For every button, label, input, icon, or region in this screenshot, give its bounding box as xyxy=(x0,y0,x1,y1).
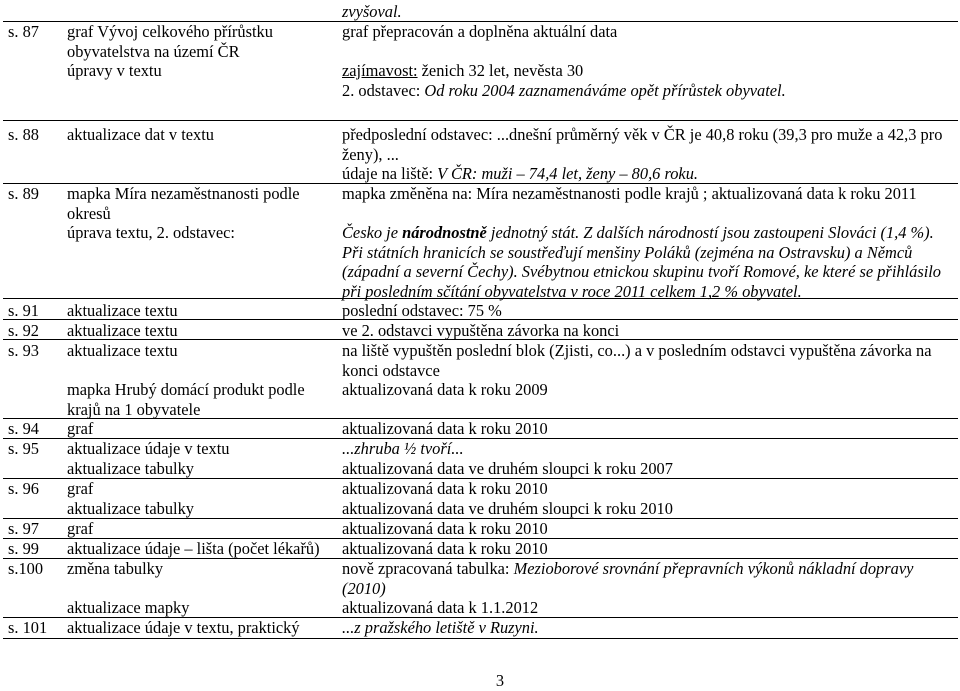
page-ref-cell: s. 97 xyxy=(8,519,39,538)
change-description-cell xyxy=(342,559,954,598)
page-ref-cell: s. 94 xyxy=(8,419,39,438)
text-segment: 2. odstavec: xyxy=(342,81,425,100)
change-description-cell xyxy=(342,419,954,439)
text-segment: aktualizovaná data k roku 2010 xyxy=(342,479,548,498)
change-description-cell xyxy=(342,479,954,499)
change-description-cell xyxy=(342,321,954,341)
change-description-cell xyxy=(342,164,954,184)
change-description-cell xyxy=(342,22,954,42)
page-number: 3 xyxy=(495,671,505,690)
row-divider xyxy=(3,120,958,121)
change-description-cell xyxy=(342,459,954,479)
text-segment: jednotný stát. Z dalších národností jsou zastoupeni Slováci (1,4 %). Při státních hranicích se soustřeďují menšiny Poláků (zejména na Ostravsku) a Němců (západní a severní Čechy). Svébytnou etnickou skupinu tvoří Romové, ke které se přihlásilo při posledním sčítání obyvatelstva v roce 2011 celkem 1,2 % obyvatel. xyxy=(342,223,941,301)
text-segment: aktualizovaná data k roku 2010 xyxy=(342,519,548,538)
text-segment: Mezioborové srovnání přepravních výkonů nákladní dopravy (2010) xyxy=(342,559,914,598)
page-ref-cell: s. 96 xyxy=(8,479,39,498)
text-segment: ...zhruba ½ tvoří... xyxy=(342,439,464,458)
change-description-cell xyxy=(342,61,954,81)
change-item-cell: aktualizace dat v textu xyxy=(67,125,214,144)
text-segment: údaje na liště: xyxy=(342,164,438,183)
page-ref-cell: s. 101 xyxy=(8,618,48,637)
text-segment: ženich 32 let, nevěsta 30 xyxy=(417,61,584,80)
change-item-cell: mapka Hrubý domácí produkt podle krajů na 1 obyvatele xyxy=(67,380,305,419)
text-segment: aktualizovaná data k roku 2009 xyxy=(342,380,548,399)
change-description-cell xyxy=(342,301,954,321)
change-description-cell xyxy=(342,439,954,459)
change-item-cell: aktualizace údaje – lišta (počet lékařů) xyxy=(67,539,320,558)
change-description-cell xyxy=(342,125,954,164)
change-item-cell: aktualizace textu xyxy=(67,301,178,320)
text-segment: aktualizovaná data ve druhém sloupci k roku 2007 xyxy=(342,459,673,478)
text-segment: zvyšoval. xyxy=(342,2,402,21)
change-item-cell: aktualizace údaje v textu xyxy=(67,439,230,458)
change-item-cell: graf xyxy=(67,479,94,498)
text-segment: na liště vypuštěn poslední blok (Zjisti, co...) a v posledním odstavci vypuštěna závorka na konci odstavce xyxy=(342,341,932,380)
change-description-cell xyxy=(342,539,954,559)
change-item-cell: aktualizace textu xyxy=(67,321,178,340)
page-ref-cell: s. 91 xyxy=(8,301,39,320)
text-segment: ...z pražského letiště v Ruzyni. xyxy=(342,618,539,637)
change-description-cell xyxy=(342,184,954,204)
page-ref-cell: s. 93 xyxy=(8,341,39,360)
text-segment: nově zpracovaná tabulka: xyxy=(342,559,514,578)
change-item-cell: aktualizace textu xyxy=(67,341,178,360)
text-segment: národnostně xyxy=(402,223,487,242)
text-segment: aktualizovaná data k 1.1.2012 xyxy=(342,598,539,617)
text-segment: V ČR: muži – 74,4 let, ženy – 80,6 roku. xyxy=(437,164,698,183)
page-ref-cell: s. 88 xyxy=(8,125,39,144)
change-description-cell xyxy=(342,618,954,638)
change-item-cell: graf xyxy=(67,519,94,538)
text-segment: ve 2. odstavci vypuštěna závorka na konci xyxy=(342,321,620,340)
page-ref-cell: s. 87 xyxy=(8,22,39,41)
text-segment: mapka změněna na: Míra nezaměstnanosti podle krajů ; aktualizovaná data k roku 2011 xyxy=(342,184,917,203)
change-item-cell: aktualizace tabulky xyxy=(67,499,194,518)
change-description-cell xyxy=(342,380,954,400)
text-segment: zajímavost: xyxy=(342,61,418,80)
row-divider xyxy=(3,638,958,639)
change-description-cell xyxy=(342,341,954,380)
change-item-cell: aktualizace mapky xyxy=(67,598,190,617)
change-item-cell: změna tabulky xyxy=(67,559,164,578)
change-description-cell xyxy=(342,2,954,22)
page-ref-cell: s. 99 xyxy=(8,539,39,558)
change-description-cell xyxy=(342,223,954,301)
text-segment: aktualizovaná data ve druhém sloupci k roku 2010 xyxy=(342,499,673,518)
text-segment: Česko je xyxy=(342,223,403,242)
change-description-cell xyxy=(342,499,954,519)
text-segment: Od roku 2004 zaznamenáváme opět přírůstek obyvatel. xyxy=(424,81,786,100)
change-item-cell: aktualizace údaje v textu, praktický xyxy=(67,618,300,637)
change-description-cell xyxy=(342,598,954,618)
change-item-cell: graf Vývoj celkového přírůstku obyvatelstva na území ČR xyxy=(67,22,273,61)
text-segment: aktualizovaná data k roku 2010 xyxy=(342,539,548,558)
text-segment: aktualizovaná data k roku 2010 xyxy=(342,419,548,438)
page-ref-cell: s.100 xyxy=(8,559,44,578)
change-description-cell xyxy=(342,81,954,101)
change-item-cell: úprava textu, 2. odstavec: xyxy=(67,223,235,242)
change-description-cell xyxy=(342,519,954,539)
change-item-cell: aktualizace tabulky xyxy=(67,459,194,478)
page-ref-cell: s. 92 xyxy=(8,321,39,340)
page-ref-cell: s. 95 xyxy=(8,439,39,458)
change-item-cell: mapka Míra nezaměstnanosti podle okresů xyxy=(67,184,300,223)
change-item-cell: graf xyxy=(67,419,94,438)
text-segment: graf přepracován a doplněna aktuální data xyxy=(342,22,618,41)
page-ref-cell: s. 89 xyxy=(8,184,39,203)
text-segment: poslední odstavec: 75 % xyxy=(342,301,502,320)
text-segment: předposlední odstavec: ...dnešní průměrný věk v ČR je 40,8 roku (39,3 pro muže a 42,3 pro ženy), ... xyxy=(342,125,943,164)
change-item-cell: úpravy v textu xyxy=(67,61,162,80)
